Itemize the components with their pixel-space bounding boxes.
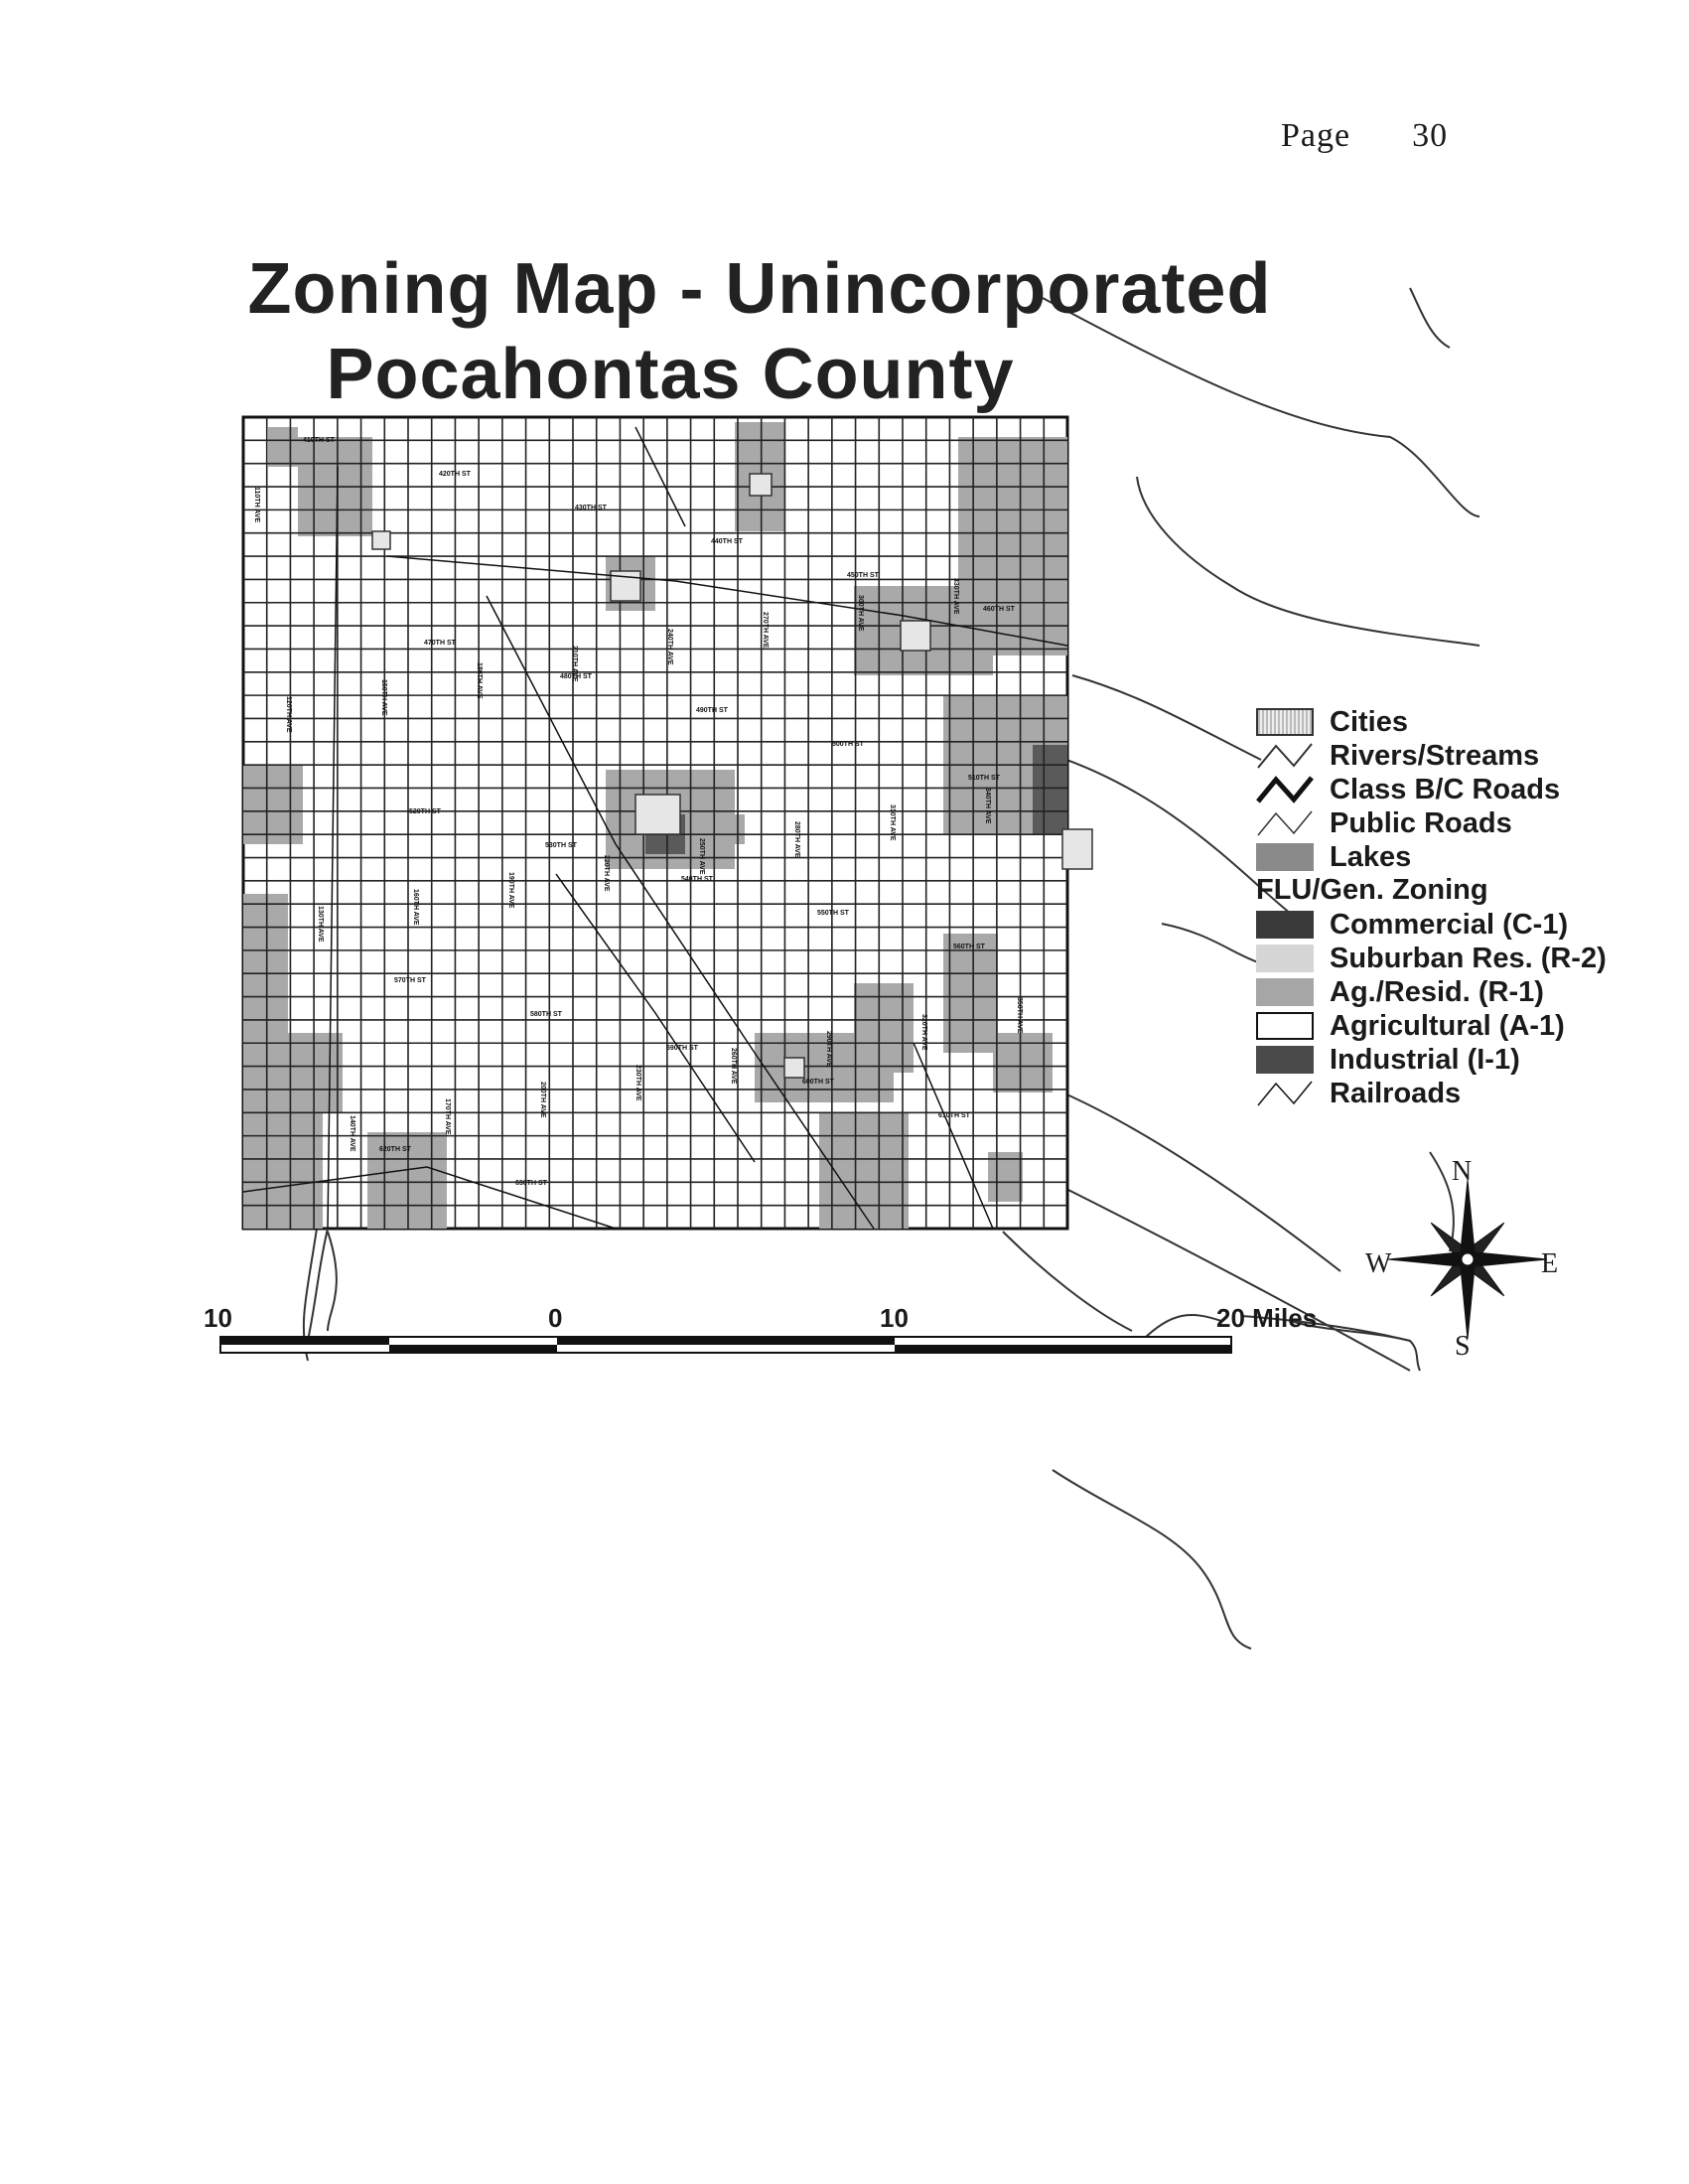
scale-bar-segment xyxy=(895,1345,1231,1353)
compass-east: E xyxy=(1541,1248,1559,1279)
avenue-label: 110TH AVE xyxy=(253,487,260,523)
street-label: 430TH ST xyxy=(575,505,607,511)
scale-label-zero: 0 xyxy=(548,1303,563,1333)
street-label: 590TH ST xyxy=(666,1045,698,1052)
street-label: 550TH ST xyxy=(817,910,849,917)
street-label: 620TH ST xyxy=(379,1146,411,1153)
avenue-label: 150TH AVE xyxy=(380,679,387,716)
river-line xyxy=(1062,1092,1340,1271)
avenue-label: 320TH AVE xyxy=(920,1014,927,1051)
avenue-label: 140TH AVE xyxy=(349,1115,355,1152)
street-label: 450TH ST xyxy=(847,572,879,579)
avenue-label: 170TH AVE xyxy=(444,1098,451,1135)
cities-swatch-icon xyxy=(1256,708,1314,736)
map-title-line1: Zoning Map - Unincorporated xyxy=(247,249,1272,329)
page-number-value: 30 xyxy=(1412,117,1449,154)
avenue-label: 290TH AVE xyxy=(825,1031,832,1068)
street-label: 610TH ST xyxy=(938,1112,970,1119)
avenue-label: 160TH AVE xyxy=(412,889,419,926)
street-label: 410TH ST xyxy=(303,437,335,444)
avenue-label: 240TH AVE xyxy=(666,629,673,665)
zoning-area xyxy=(715,814,745,844)
city-area xyxy=(1062,829,1092,869)
avenue-label: 120TH AVE xyxy=(285,696,292,733)
scale-bar xyxy=(220,1337,1231,1353)
avenue-label: 270TH AVE xyxy=(762,612,769,649)
street-label: 500TH ST xyxy=(832,741,864,748)
compass-rose-icon xyxy=(1388,1180,1547,1339)
agricultural-swatch-icon xyxy=(1256,1012,1314,1040)
commercial-swatch-icon xyxy=(1256,911,1314,939)
avenue-label: 350TH AVE xyxy=(1016,997,1023,1034)
street-label: 560TH ST xyxy=(953,944,985,950)
river-line xyxy=(1162,924,1261,963)
street-label: 540TH ST xyxy=(681,876,713,883)
avenue-label: 310TH AVE xyxy=(889,804,896,841)
street-label: 420TH ST xyxy=(439,471,471,478)
street-label: 600TH ST xyxy=(802,1079,834,1086)
street-label: 490TH ST xyxy=(696,707,728,714)
zoning-area xyxy=(1033,745,1067,834)
compass-west: W xyxy=(1365,1248,1392,1279)
public-road-line-icon xyxy=(1256,809,1314,837)
river-line xyxy=(1072,675,1261,760)
scale-label-left: 10 xyxy=(204,1303,232,1333)
compass-center xyxy=(1462,1253,1474,1265)
river-line xyxy=(1003,1232,1132,1331)
avenue-label: 280TH AVE xyxy=(793,821,800,858)
avenue-label: 180TH AVE xyxy=(476,662,483,699)
avenue-label: 250TH AVE xyxy=(698,838,705,875)
avenue-label: 300TH AVE xyxy=(857,595,864,632)
page-label: Page xyxy=(1281,117,1351,154)
avenue-label: 220TH AVE xyxy=(603,855,610,892)
river-line xyxy=(328,1232,337,1331)
scale-label-mid: 10 xyxy=(880,1303,909,1333)
street-label: 580TH ST xyxy=(530,1011,562,1018)
compass-south: S xyxy=(1455,1331,1471,1362)
avenue-label: 330TH AVE xyxy=(952,578,959,615)
zoning-area xyxy=(958,437,1067,655)
suburban-swatch-icon xyxy=(1256,945,1314,972)
street-label: 520TH ST xyxy=(409,808,441,815)
avenue-label: 200TH AVE xyxy=(539,1082,546,1118)
industrial-swatch-icon xyxy=(1256,1046,1314,1074)
river-line xyxy=(1137,477,1479,646)
street-label: 510TH ST xyxy=(968,775,1000,782)
lakes-swatch-icon xyxy=(1256,843,1314,871)
road-bc-line-icon xyxy=(1256,776,1314,803)
legend-zoning-header: FLU/Gen. Zoning xyxy=(1256,874,1488,906)
zoning-area xyxy=(243,765,303,844)
city-area xyxy=(784,1058,804,1078)
street-label: 480TH ST xyxy=(560,673,592,680)
street-label: 440TH ST xyxy=(711,538,743,545)
map-title-line2: Pocahontas County xyxy=(326,335,1015,414)
ag-resid-swatch-icon xyxy=(1256,978,1314,1006)
railroad-line-icon xyxy=(1256,1080,1314,1107)
river-line xyxy=(308,1229,328,1341)
river-line xyxy=(1053,1470,1251,1649)
scale-label-miles: 20 Miles xyxy=(1216,1303,1318,1333)
street-label: 470TH ST xyxy=(424,640,456,647)
scale-bar-segment xyxy=(557,1337,895,1345)
scale-bar-segment xyxy=(389,1345,557,1353)
city-area xyxy=(750,474,772,496)
city-area xyxy=(901,621,930,651)
avenue-label: 190TH AVE xyxy=(507,872,514,909)
city-area xyxy=(372,531,390,549)
avenue-label: 130TH AVE xyxy=(317,906,324,943)
zoning-area xyxy=(943,934,998,1053)
avenue-label: 210TH AVE xyxy=(571,646,578,682)
avenue-label: 340TH AVE xyxy=(984,788,991,824)
street-label: 630TH ST xyxy=(515,1180,547,1187)
scale-bar-segment xyxy=(220,1337,389,1345)
river-line-icon xyxy=(1256,742,1314,770)
street-label: 460TH ST xyxy=(983,606,1015,613)
street-label: 530TH ST xyxy=(545,842,577,849)
compass-north: N xyxy=(1452,1156,1473,1187)
zoning-area xyxy=(268,427,298,467)
avenue-label: 260TH AVE xyxy=(730,1048,737,1085)
avenue-label: 230TH AVE xyxy=(634,1065,641,1101)
city-area xyxy=(635,795,680,834)
street-label: 570TH ST xyxy=(394,977,426,984)
